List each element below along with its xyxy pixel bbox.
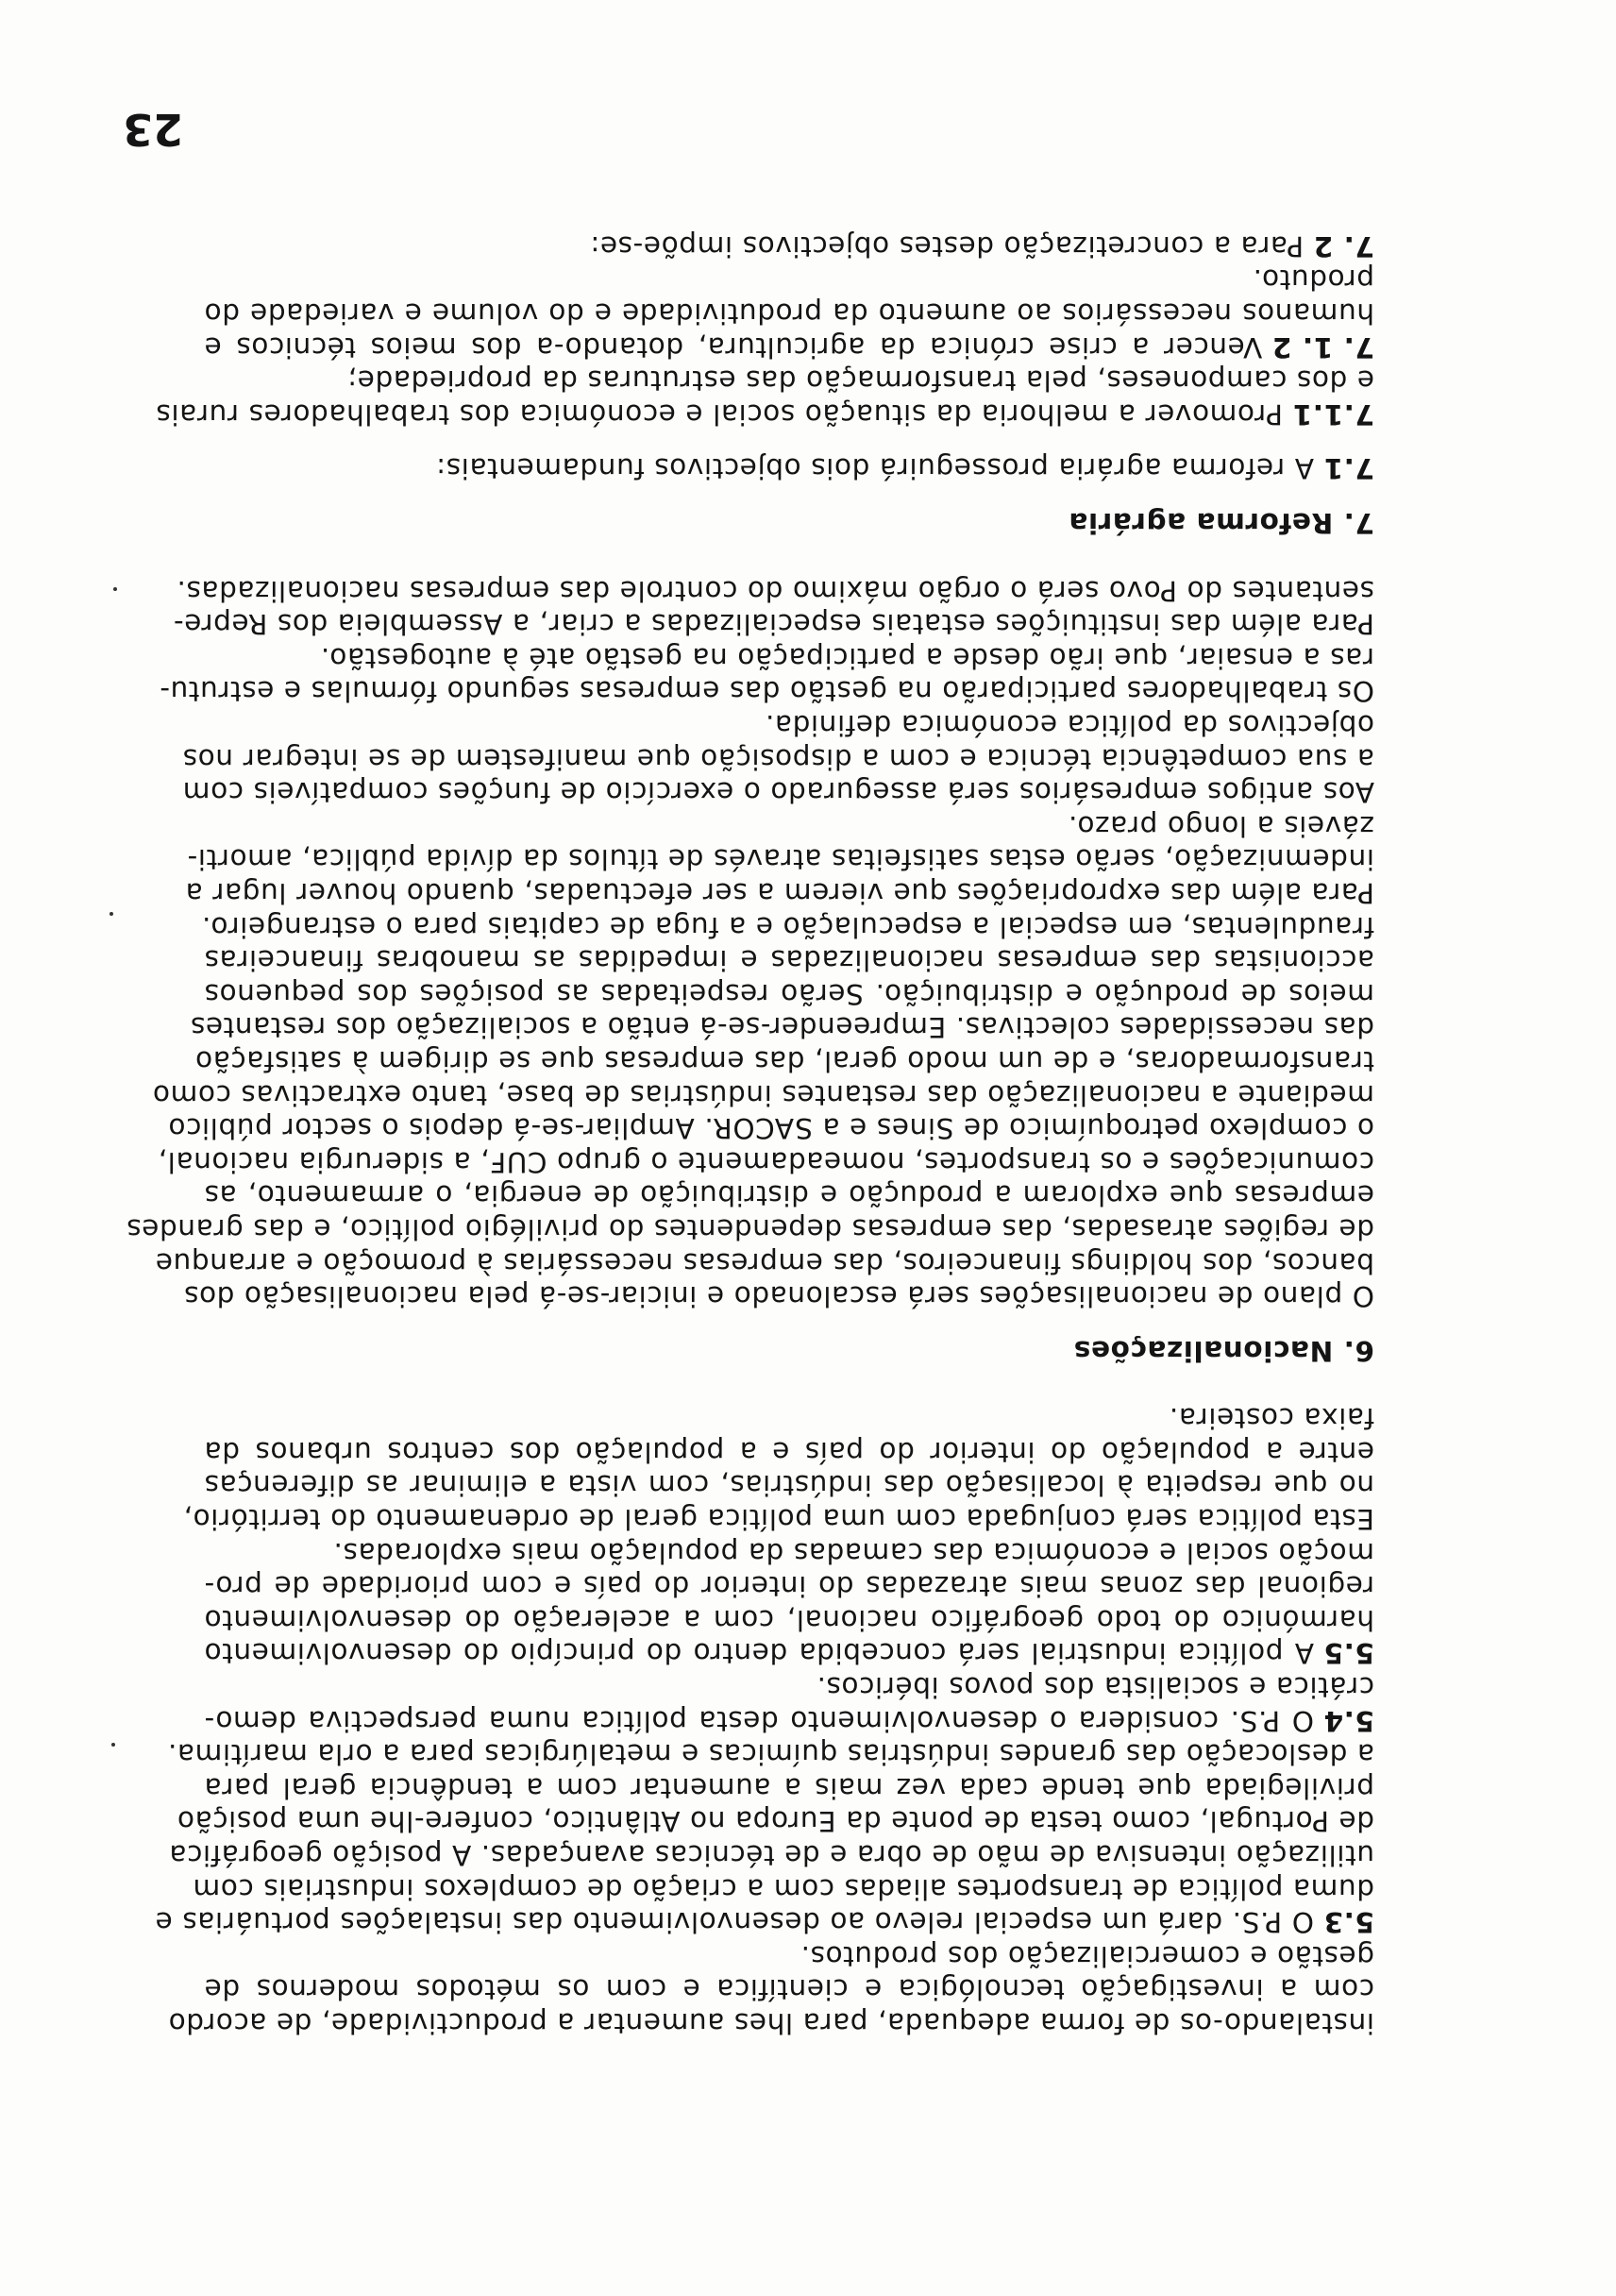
text-line: bancos, dos holdings financeiros, das empresas necessárias à promoção e arranque (155, 1246, 1374, 1279)
text-line: das necessidades colectivas. Empreender-se-á então a socialização dos restantes (190, 1011, 1374, 1044)
paragraph-6-3 (159, 640, 1374, 708)
text-line: fraudulentas, em especial a especulação e a fuga de capitais para o estrangeiro. (201, 910, 1374, 943)
spacer (204, 539, 1374, 573)
text-line: privilegiada que tende cada vez mais a aumentar com a tendência geral para (204, 1771, 1374, 1804)
text-line: transformadoras, e de um modo geral, das empresas que se dirigem à satisfação (194, 1044, 1374, 1077)
section-heading-reforma-agraria: 7. Reforma agrária (1068, 507, 1374, 540)
text-line: Promover a melhoria da situação social e económica dos trabalhadores rurais (155, 397, 1283, 430)
text-line: gestão e comercialização dos produtos. (800, 1939, 1374, 1972)
text-line: objectivos da política económica definida. (765, 709, 1374, 742)
text-line: Vencer a crise crónica da agricultura, dotando-a dos meios técnicos e (204, 330, 1263, 363)
text-line: e dos camponeses, pela transformação das estruturas da propriedade; (346, 364, 1374, 397)
text-line: regional das zonas mais atrazadas do interior do país e com prioridade de pro- (204, 1570, 1374, 1603)
text-line: comunicações e os transportes, nomeadamente o grupo CUF, a siderurgia nacional, (158, 1145, 1374, 1178)
text-line: indemnização, serão estas satisfeitas através de títulos da dívida pública, amorti- (186, 843, 1374, 876)
text-line: Os trabalhadores participarão na gestão das empresas segundo fórmulas e estrutu- (159, 675, 1374, 708)
paragraph-6-1 (126, 808, 1374, 1313)
text-line: Aos antigos empresários será assegurado o exercício de funções compatíveis com (182, 776, 1374, 809)
spacer (204, 430, 1374, 451)
text-line: faixa costeira. (1169, 1402, 1374, 1435)
paragraph-number: 7.1 (1322, 452, 1374, 485)
text-line: accionistas das empresas nacionalizadas e impedidas as manobras financeiras (204, 944, 1374, 977)
text-line: mediante a nacionalização das restantes indústrias de base, tanto extractivas como (152, 1078, 1374, 1111)
text-line: O P.S. considera o desenvolvimento desta política numa perspectiva demo- (204, 1704, 1314, 1737)
paragraph-5-2-continuation (168, 1938, 1374, 2039)
text-line: Para além das expropriações que vierem a ser efectuadas, quando houver lugar a (185, 877, 1374, 909)
paragraph-5-3 (155, 1737, 1374, 1939)
paragraph-7-1 (204, 451, 1374, 485)
text-line: empresas que exploram a produção e distribuição de energia, o armamento, as (204, 1179, 1374, 1212)
text-line: produto. (1253, 263, 1374, 296)
text-line: O plano de nacionalisações será escalonado e iniciar-se-á pela nacionalisação dos (183, 1280, 1374, 1313)
text-line: Para a concretização destes objectivos impõe-se: (589, 229, 1305, 262)
text-line: de regiões atrasadas, das empresas dependentes do privilégio político, e das grandes (126, 1212, 1374, 1245)
paragraph-5-5 (182, 1401, 1374, 1670)
text-line: a sua competência técnica e com a disposição que manifestem de se integrar nos (182, 742, 1374, 775)
spacer (204, 1312, 1374, 1333)
text-line: instalando-os de forma adequada, para lhes aumentar a productividade, de acordo (168, 2007, 1374, 2039)
paragraph-7-1-2 (204, 262, 1374, 363)
spacer (204, 1367, 1374, 1401)
paragraph-6-4 (173, 573, 1374, 641)
text-line: utilização intensiva de mão de obra e de técnicas avançadas. A posição geográfica (168, 1839, 1374, 1872)
paragraph-number: 5.3 (1322, 1906, 1374, 1939)
text-line: Esta política será conjugada com uma política geral de ordenamento do território, (182, 1503, 1374, 1536)
text-line: A política industrial será concebida dentro do princípio do desenvolvimento (204, 1637, 1314, 1670)
paragraph-number: 7. 2 (1313, 229, 1374, 262)
text-line: záveis a longo prazo. (1068, 809, 1374, 842)
paragraph-number: 7. 1. 2 (1271, 330, 1374, 363)
text-line: humanos necessários ao aumento da produtividade e do volume e variedade do (204, 297, 1374, 330)
paragraph-7-1-1 (155, 363, 1374, 430)
section-heading-nacionalizacoes: 6. Nacionalizações (1073, 1334, 1374, 1367)
text-line: A reforma agrária prosseguirá dois objectivos fundamentais: (435, 452, 1314, 485)
text-line: no que respeita à localisação das indústrias, com vista a eliminar as diferenças (204, 1469, 1374, 1502)
paragraph-7-2 (204, 228, 1374, 262)
scan-speck (109, 912, 113, 916)
text-line: entre a população do interior do país e a população dos centros urbanos da (204, 1435, 1374, 1468)
text-line: meios de produção e distribuição. Serão respeitadas as posições dos pequenos (204, 977, 1374, 1010)
paragraph-number: 5.5 (1322, 1637, 1374, 1670)
paragraph-5-4 (204, 1669, 1374, 1736)
scan-speck (111, 1743, 115, 1747)
text-line: a deslocação das grandes indústrias químicas e metalúrgicas para a orla marítima. (167, 1738, 1374, 1771)
text-column (126, 228, 1374, 2039)
text-line: moção social e económica das camadas da população mais exploradas. (332, 1536, 1374, 1569)
scan-speck (113, 587, 117, 591)
text-line: de Portugal, como testa de ponte da Europa no Atlântico, confere-lhe uma posição (177, 1805, 1374, 1838)
paragraph-number: 5.4 (1322, 1704, 1374, 1737)
text-line: sentantes do Povo será o orgão máximo do controle das empresas nacionalizadas. (176, 574, 1374, 607)
text-line: o complexo petroquímico de Sines e a SACOR. Ampliar-se-á depois o sector público (167, 1112, 1374, 1145)
paragraph-6-2 (182, 707, 1374, 809)
text-line: crática e socialista dos povos ibéricos. (816, 1671, 1374, 1704)
text-line: Para além das instituições estatais especializadas a criar, a Assembleia dos Repre- (173, 608, 1374, 641)
text-line: com a investigação tecnológica e científica e com os métodos modernos de (204, 1973, 1374, 2006)
text-line: harmónico do todo geográfico nacional, com a aceleração do desenvolvimento (204, 1603, 1374, 1636)
spacer (204, 484, 1374, 505)
paragraph-number: 7.1.1 (1292, 397, 1374, 430)
page-number: 23 (123, 104, 184, 155)
text-line: duma política de transportes aliadas com a criação de complexos industriais com (192, 1872, 1374, 1905)
text-line: O P.S. dará um especial relevo ao desenvolvimento das instalações portuárias e (155, 1906, 1314, 1939)
text-line: ras a ensaiar, que irão desde a participação na gestão até à autogestão. (320, 641, 1374, 674)
